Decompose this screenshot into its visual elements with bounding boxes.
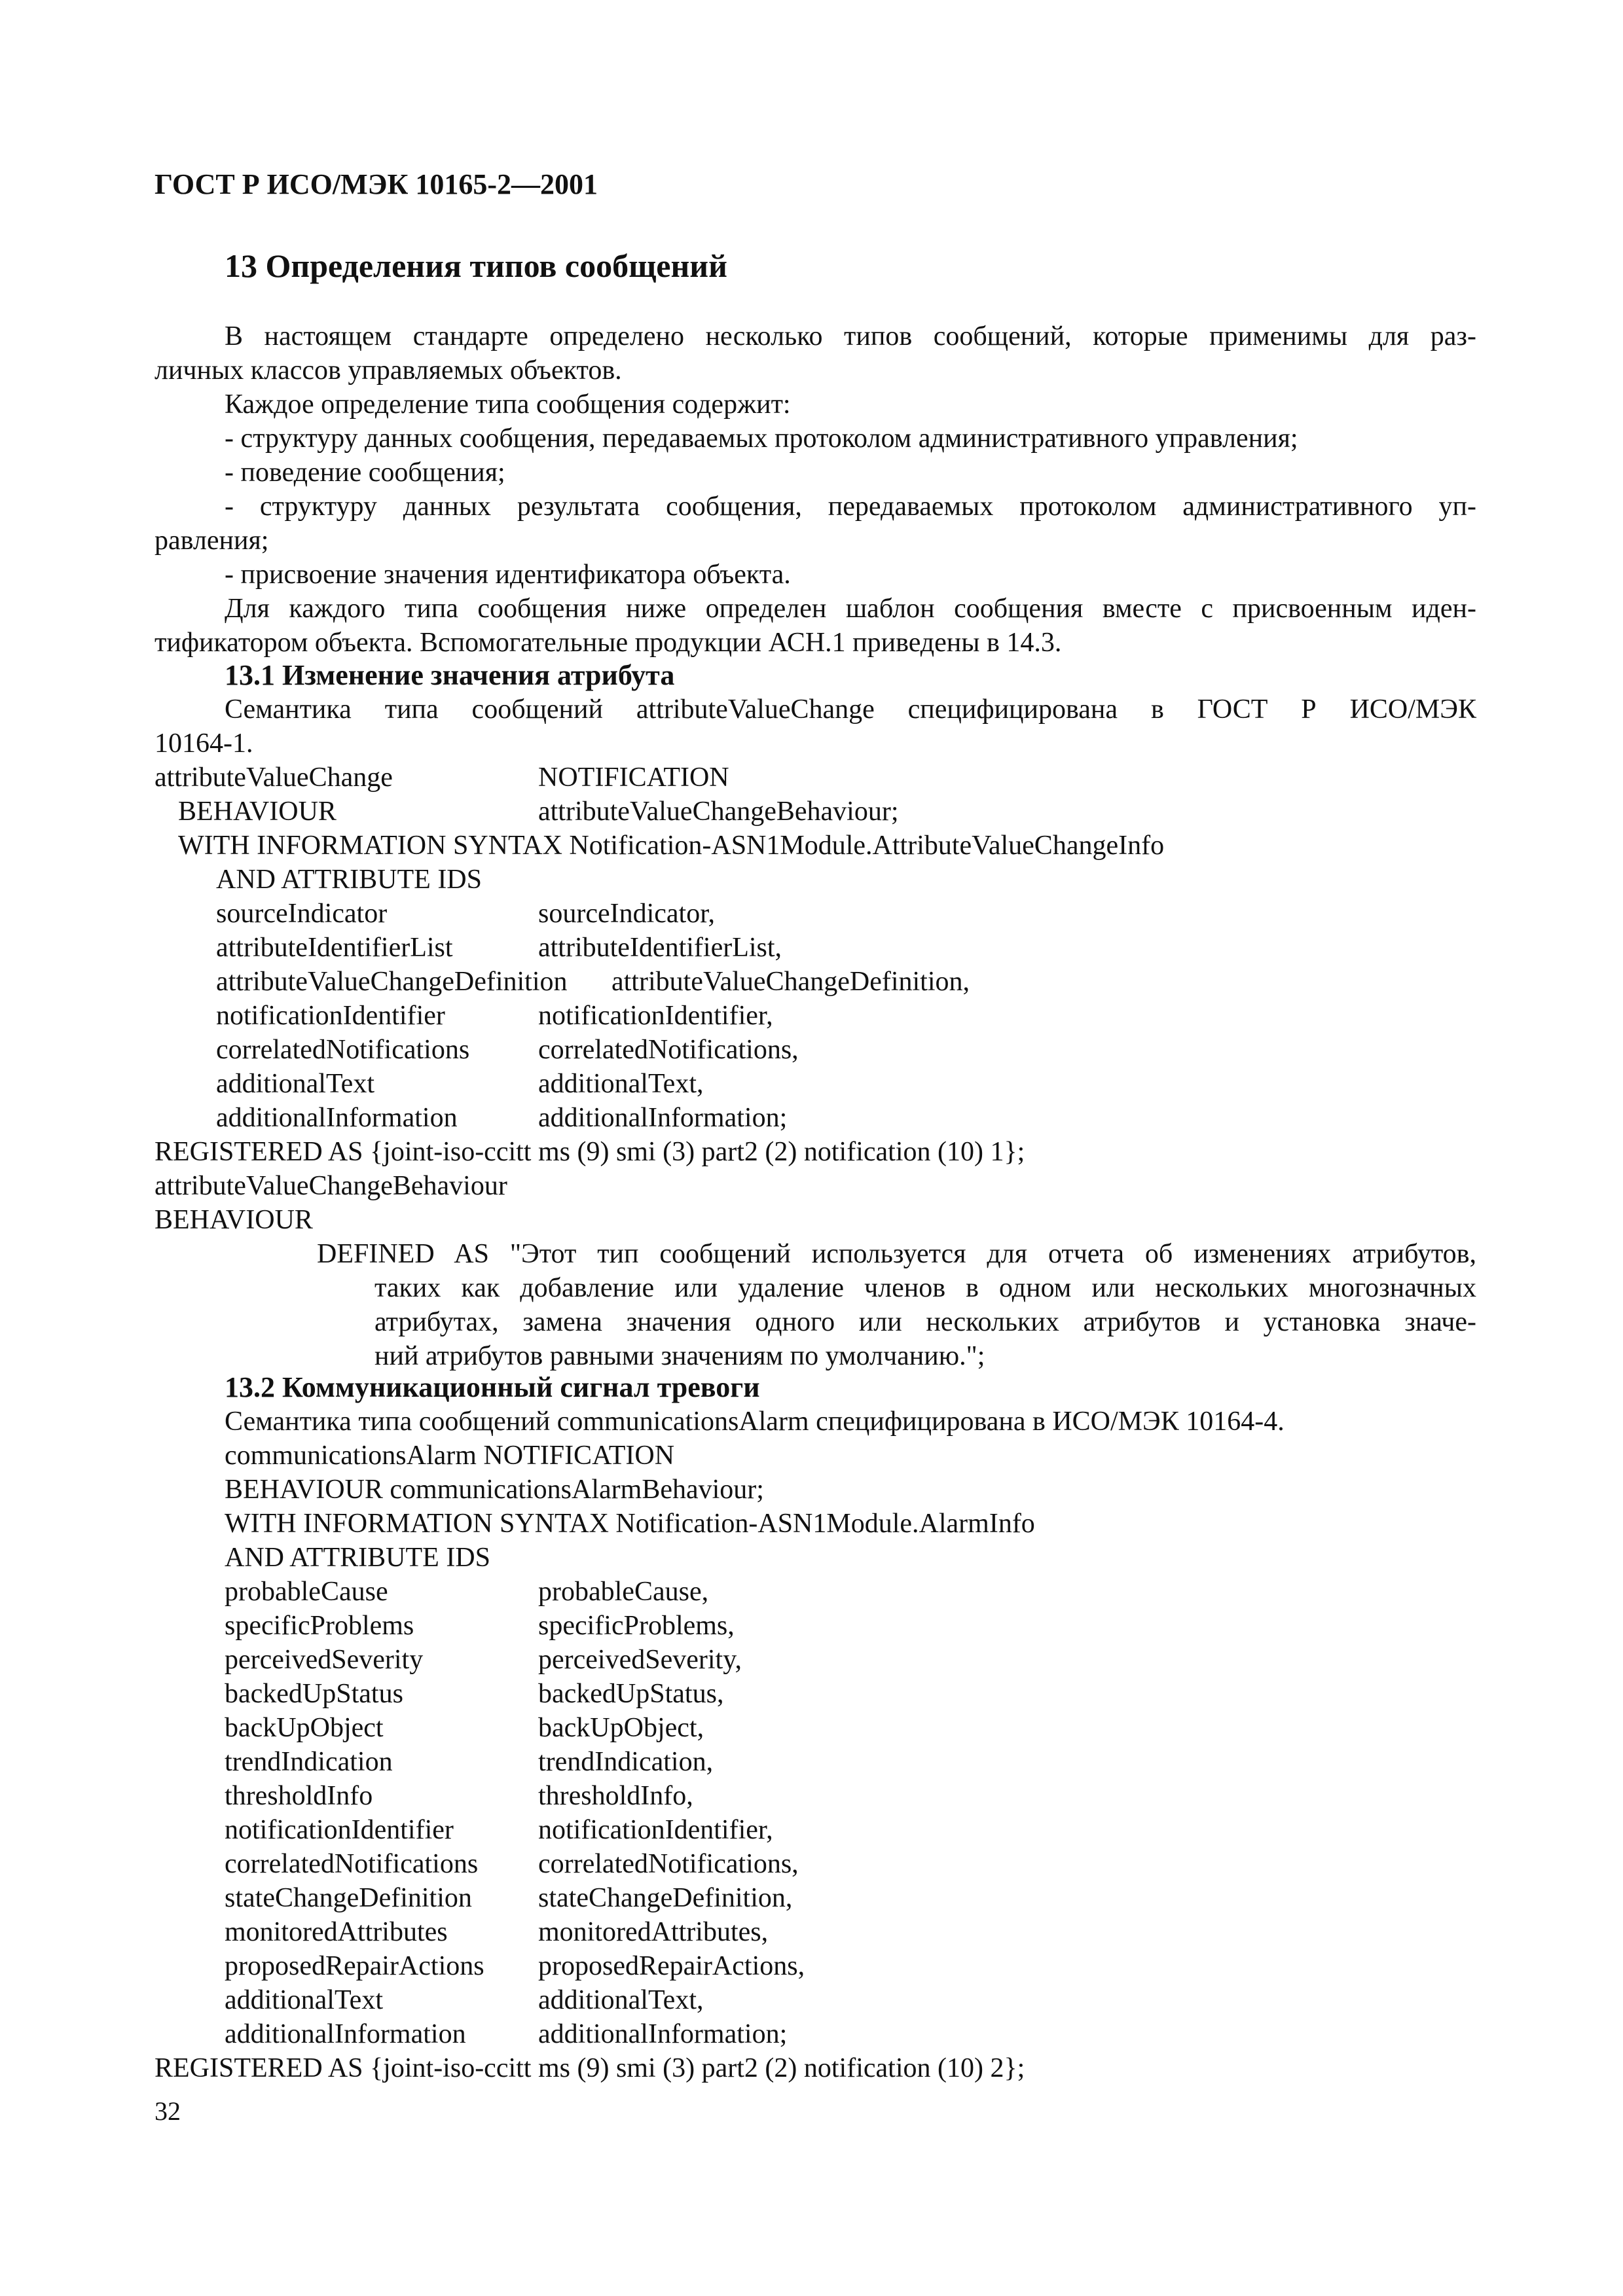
attribute-value: thresholdInfo, [538, 1781, 693, 1811]
definition-line: ний атрибутов равными значениям по умолчанию."; [374, 1341, 985, 1371]
attribute-name: correlatedNotifications [216, 1035, 470, 1065]
attribute-name: perceivedSeverity [225, 1645, 424, 1675]
attribute-name: additionalText [225, 1985, 383, 2015]
list-item: - структуру данных сообщения, передаваемых протоколом административного управления; [225, 423, 1298, 454]
attribute-value: additionalText, [538, 1069, 704, 1099]
attribute-name: attributeIdentifierList [216, 933, 453, 963]
attribute-name: additionalInformation [225, 2019, 466, 2049]
template-line: WITH INFORMATION SYNTAX Notification-ASN1Module.AttributeValueChangeInfo [178, 831, 1165, 861]
registered-as: REGISTERED AS {joint-iso-ccitt ms (9) smi (3) part2 (2) notification (10) 2}; [155, 2053, 1025, 2083]
subsection-title: 13.2 Коммуникационный сигнал тревоги [225, 1371, 760, 1403]
attribute-value: perceivedSeverity, [538, 1645, 742, 1675]
attribute-value: additionalInformation; [538, 2019, 788, 2049]
template-keyword: BEHAVIOUR [155, 1205, 313, 1235]
template-keyword: BEHAVIOUR [178, 797, 337, 827]
definition-line: таких как добавление или удаление членов в одном или нескольких многозначных [374, 1273, 1476, 1303]
attribute-value: monitoredAttributes, [538, 1917, 769, 1947]
attribute-value: backedUpStatus, [538, 1679, 724, 1709]
template-line: AND ATTRIBUTE IDS [225, 1543, 490, 1573]
attribute-value: backUpObject, [538, 1713, 704, 1743]
template-keyword: NOTIFICATION [538, 762, 729, 793]
paragraph-line: Каждое определение типа сообщения содержит: [225, 389, 791, 420]
paragraph-line: тификатором объекта. Вспомогательные продукции АСН.1 приведены в 14.3. [155, 628, 1062, 658]
attribute-name: thresholdInfo [225, 1781, 373, 1811]
behaviour-name: attributeValueChangeBehaviour [155, 1171, 507, 1201]
list-item: - поведение сообщения; [225, 457, 505, 488]
attribute-name: correlatedNotifications [225, 1849, 479, 1879]
attribute-name: notificationIdentifier [225, 1815, 454, 1845]
template-line: AND ATTRIBUTE IDS [216, 865, 482, 895]
attribute-value: attributeIdentifierList, [538, 933, 782, 963]
attribute-name: monitoredAttributes [225, 1917, 448, 1947]
template-line: communicationsAlarm NOTIFICATION [225, 1441, 675, 1471]
paragraph-line: Семантика типа сообщений communicationsAlarm специфицирована в ИСО/МЭК 10164-4. [225, 1407, 1285, 1437]
attribute-value: probableCause, [538, 1577, 709, 1607]
attribute-name: notificationIdentifier [216, 1001, 445, 1031]
list-item: равления; [155, 526, 269, 556]
section-title: 13 Определения типов сообщений [225, 247, 727, 284]
attribute-value: trendIndication, [538, 1747, 714, 1777]
attribute-value: additionalInformation; [538, 1103, 788, 1133]
template-value: attributeValueChangeBehaviour; [538, 797, 899, 827]
attribute-name: probableCause [225, 1577, 388, 1607]
subsection-title: 13.1 Изменение значения атрибута [225, 659, 675, 691]
document-id: ГОСТ Р ИСО/МЭК 10165-2—2001 [155, 168, 598, 200]
attribute-value: proposedRepairActions, [538, 1951, 805, 1981]
attribute-value: additionalText, [538, 1985, 704, 2015]
definition-line: атрибутах, замена значения одного или нескольких атрибутов и установка значе- [374, 1307, 1476, 1337]
attribute-value: correlatedNotifications, [538, 1035, 799, 1065]
attribute-value: notificationIdentifier, [538, 1001, 773, 1031]
paragraph-line: личных классов управляемых объектов. [155, 355, 622, 386]
attribute-name: trendIndication [225, 1747, 393, 1777]
attribute-name: stateChangeDefinition [225, 1883, 472, 1913]
paragraph-line: В настоящем стандарте определено несколько типов сообщений, которые применимы для раз- [225, 321, 1476, 351]
attribute-value: notificationIdentifier, [538, 1815, 773, 1845]
attribute-value: attributeValueChangeDefinition, [611, 967, 970, 997]
attribute-value: specificProblems, [538, 1611, 735, 1641]
template-line: WITH INFORMATION SYNTAX Notification-ASN1Module.AlarmInfo [225, 1509, 1035, 1539]
attribute-name: backUpObject [225, 1713, 384, 1743]
page-number: 32 [155, 2096, 181, 2126]
attribute-name: attributeValueChangeDefinition [216, 967, 568, 997]
list-item: - структуру данных результата сообщения, передаваемых протоколом административного уп- [225, 492, 1476, 522]
attribute-value: stateChangeDefinition, [538, 1883, 793, 1913]
template-line: BEHAVIOUR communicationsAlarmBehaviour; [225, 1475, 764, 1505]
list-item: - присвоение значения идентификатора объекта. [225, 560, 791, 590]
attribute-value: correlatedNotifications, [538, 1849, 799, 1879]
attribute-name: backedUpStatus [225, 1679, 403, 1709]
registered-as: REGISTERED AS {joint-iso-ccitt ms (9) smi (3) part2 (2) notification (10) 1}; [155, 1137, 1025, 1167]
attribute-name: sourceIndicator [216, 899, 388, 929]
definition-line: DEFINED AS "Этот тип сообщений используется для отчета об изменениях атрибутов, [317, 1239, 1476, 1269]
attribute-name: specificProblems [225, 1611, 414, 1641]
paragraph-line: Для каждого типа сообщения ниже определен шаблон сообщения вместе с присвоенным иден- [225, 594, 1476, 624]
attribute-name: proposedRepairActions [225, 1951, 484, 1981]
attribute-value: sourceIndicator, [538, 899, 716, 929]
template-name: attributeValueChange [155, 762, 393, 793]
attribute-name: additionalInformation [216, 1103, 458, 1133]
paragraph-line: Семантика типа сообщений attributeValueChange специфицирована в ГОСТ Р ИСО/МЭК [225, 694, 1476, 725]
paragraph-line: 10164-1. [155, 728, 253, 759]
attribute-name: additionalText [216, 1069, 374, 1099]
